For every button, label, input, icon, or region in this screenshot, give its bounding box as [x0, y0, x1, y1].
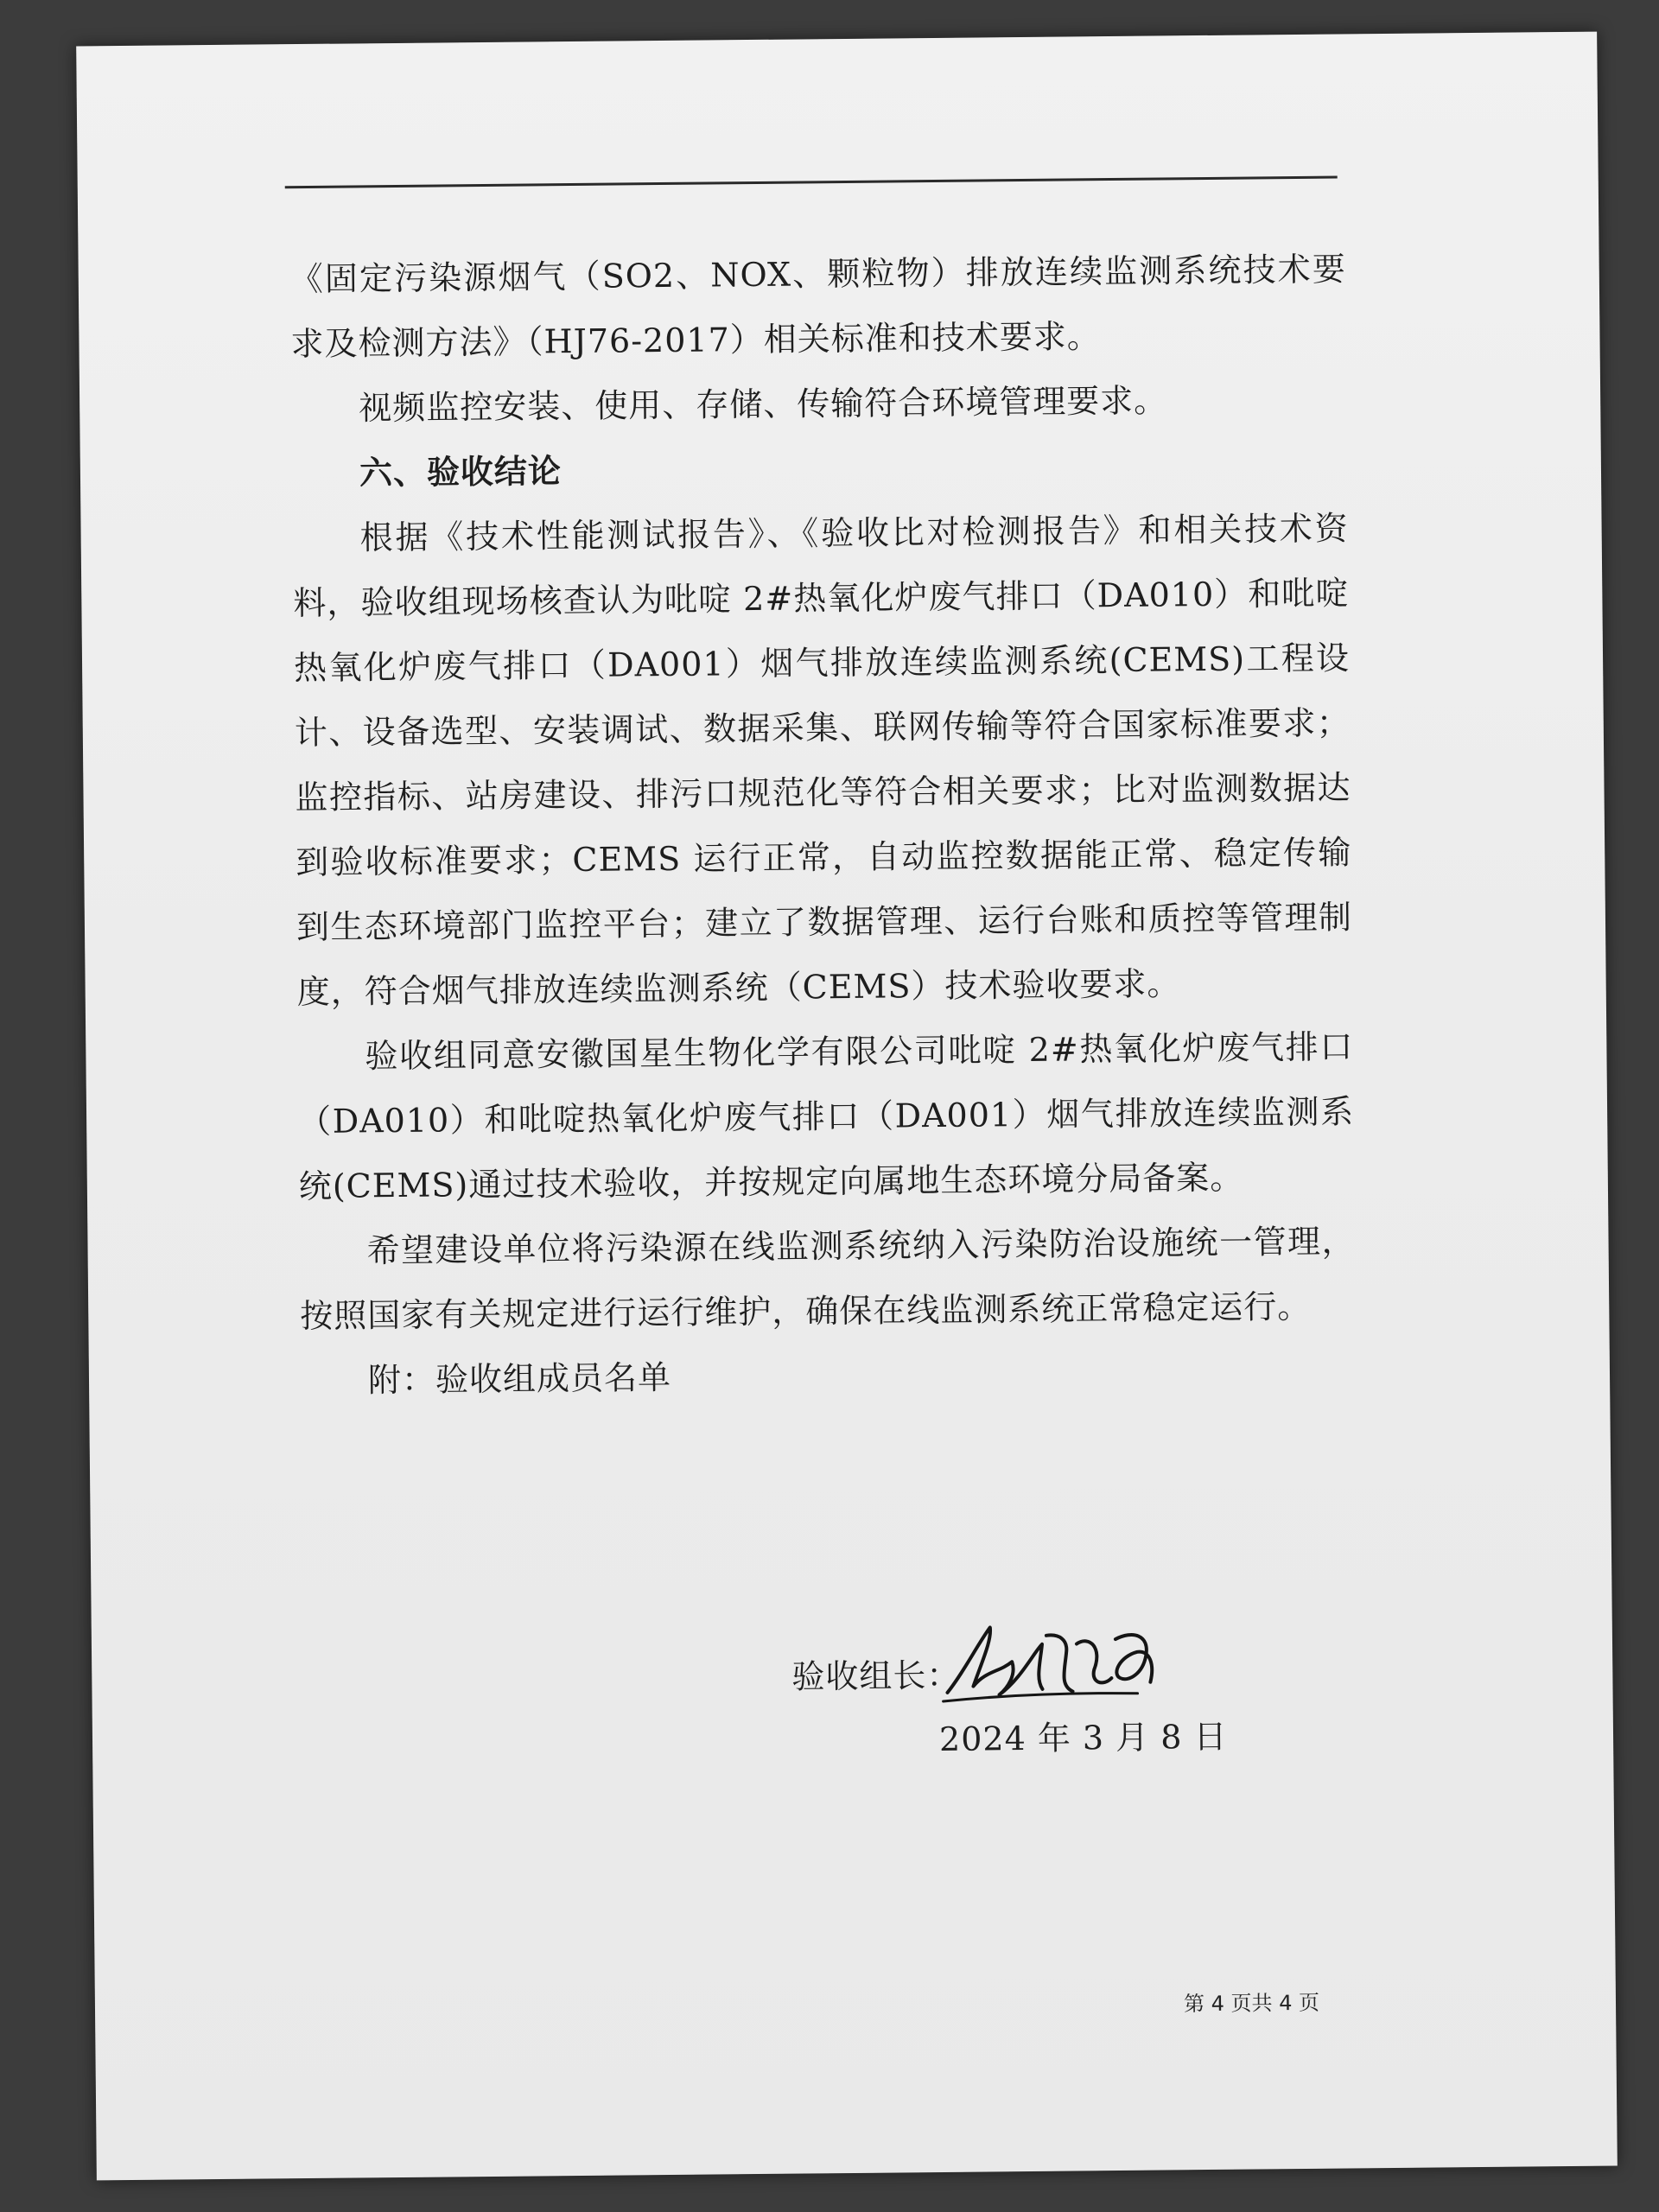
conclusion-paragraph: 根据《技术性能测试报告》、《验收比对检测报告》和相关技术资料，验收组现场核查认为吡啶 2#热氧化炉废气排口（DA010）和吡啶热氧化炉废气排口（DA001）烟气排放连续监测系统(CEMS)工程设计、设备选型、安装调试、数据采集、联网传输等符合国家标准要求；监控指标、站房建设、排污口规范化等符合相关要求；比对监测数据达到验收标准要求；CEMS 运行正常，自动监控数据能正常、稳定传输到生态环境部门监控平台；建立了数据管理、运行台账和质控等管理制度，符合烟气排放连续监测系统（CEMS）技术验收要求。 — [293, 509, 1353, 1012]
header-divider — [285, 176, 1338, 189]
recommendation-paragraph: 希望建设单位将污染源在线监测系统纳入污染防治设施统一管理，按照国家有关规定进行运行维护，确保在线监测系统正常稳定运行。 — [300, 1222, 1356, 1336]
signature-label: 验收组长： — [791, 1656, 961, 1696]
document-body — [289, 237, 1357, 1414]
document-page — [76, 32, 1618, 2181]
video-monitoring-paragraph: 视频监控安装、使用、存储、传输符合环境管理要求。 — [359, 381, 1168, 428]
page-number: 第 4 页共 4 页 — [1183, 1990, 1320, 2017]
attachment-note: 附：验收组成员名单 — [367, 1357, 672, 1400]
signature-block — [791, 1607, 1312, 1785]
section-heading-conclusion: 六、验收结论 — [359, 452, 563, 493]
approval-paragraph: 验收组同意安徽国星生物化学有限公司吡啶 2#热氧化炉废气排口（DA010）和吡啶热氧化炉废气排口（DA001）烟气排放连续监测系统(CEMS)通过技术验收，并按规定向属地生态环境分局备案。 — [297, 1027, 1355, 1206]
handwritten-signature — [938, 1609, 1164, 1714]
signature-date: 2024 年 3 月 8 日 — [938, 1717, 1228, 1759]
standard-reference-paragraph: 《固定污染源烟气（SO2、NOX、颗粒物）排放连续监测系统技术要求及检测方法》（HJ76-2017）相关标准和技术要求。 — [289, 250, 1346, 364]
